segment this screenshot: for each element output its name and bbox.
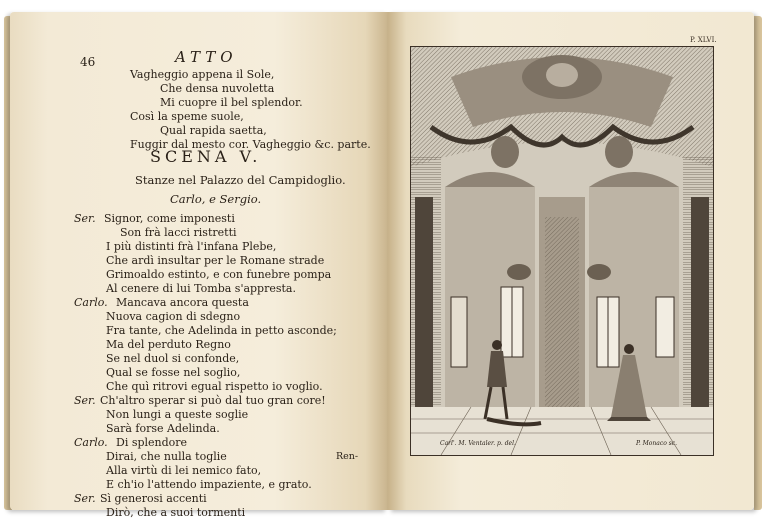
speaker-label: Carlo.: [74, 436, 108, 449]
dialogue-line: Di splendore: [116, 436, 188, 449]
speaker-label: Ser.: [74, 492, 96, 505]
dialogue-line: Che quì ritrovi egual rispetto io voglio.: [106, 380, 323, 393]
engraving-plate: [410, 46, 714, 456]
speaker-label: Ser.: [74, 394, 96, 407]
dialogue-line: Che ardì insultar per le Romane strade: [106, 254, 325, 267]
aria-line: Fuggir dal mesto cor. Vagheggio &c. parte.: [130, 138, 371, 151]
running-header: ATTO: [175, 48, 238, 66]
dialogue-line: Son frà lacci ristretti: [120, 226, 237, 239]
scene-title: SCENA V.: [150, 147, 262, 166]
engraver-signature-left: Carl'. M. Ventaler. p. del.: [440, 440, 516, 447]
dialogue-line: Mancava ancora questa: [116, 296, 249, 309]
page-number: 46: [80, 55, 96, 69]
aria-line: Vagheggio appena il Sole,: [130, 68, 275, 81]
dialogue-line: Sarà forse Adelinda.: [106, 422, 220, 435]
scene-setting: Stanze nel Palazzo del Campidoglio.: [135, 173, 346, 187]
plate-number: P. XLVI.: [690, 36, 717, 44]
dialogue-line: Al cenere di lui Tomba s'appresta.: [106, 282, 296, 295]
dialogue-line: Ch'altro sperar si può dal tuo gran core!: [100, 394, 326, 407]
dialogue-line: Sì generosi accenti: [100, 492, 207, 505]
scene-characters: Carlo, e Sergio.: [170, 192, 262, 206]
engraver-signature-right: P. Monaco sc.: [636, 440, 678, 447]
dialogue-line: Grimoaldo estinto, e con funebre pompa: [106, 268, 332, 281]
dialogue-line: Signor, come imponesti: [104, 212, 235, 225]
dialogue-line: Nuova cagion di sdegno: [106, 310, 241, 323]
palace-engraving-illustration: [411, 47, 713, 455]
page-stack-right: [754, 16, 762, 510]
aria-line: Così la speme suole,: [130, 110, 244, 123]
speaker-label: Ser.: [74, 212, 96, 225]
aria-line: Mi cuopre il bel splendor.: [160, 96, 303, 109]
dialogue-line: I più distinti frà l'infana Plebe,: [106, 240, 277, 253]
dialogue-line: Ma del perduto Regno: [106, 338, 231, 351]
dialogue-line: Qual se fosse nel soglio,: [106, 366, 241, 379]
dialogue-line-last: Dirò, che a suoi tormenti: [106, 506, 246, 519]
dialogue-line: Se nel duol si confonde,: [106, 352, 240, 365]
dialogue-line: Dirai, che nulla toglie: [106, 450, 227, 463]
dialogue-line: Fra tante, che Adelinda in petto asconde;: [106, 324, 337, 337]
catchword: Ren-: [336, 451, 359, 462]
dialogue-line: Non lungi a queste soglie: [106, 408, 249, 421]
aria-line: Qual rapida saetta,: [160, 124, 267, 137]
speaker-label: Carlo.: [74, 296, 108, 309]
dialogue-line: Alla virtù di lei nemico fato,: [106, 464, 262, 477]
aria-line: Che densa nuvoletta: [160, 82, 275, 95]
dialogue-line: E ch'io l'attendo impaziente, e grato.: [106, 478, 312, 491]
